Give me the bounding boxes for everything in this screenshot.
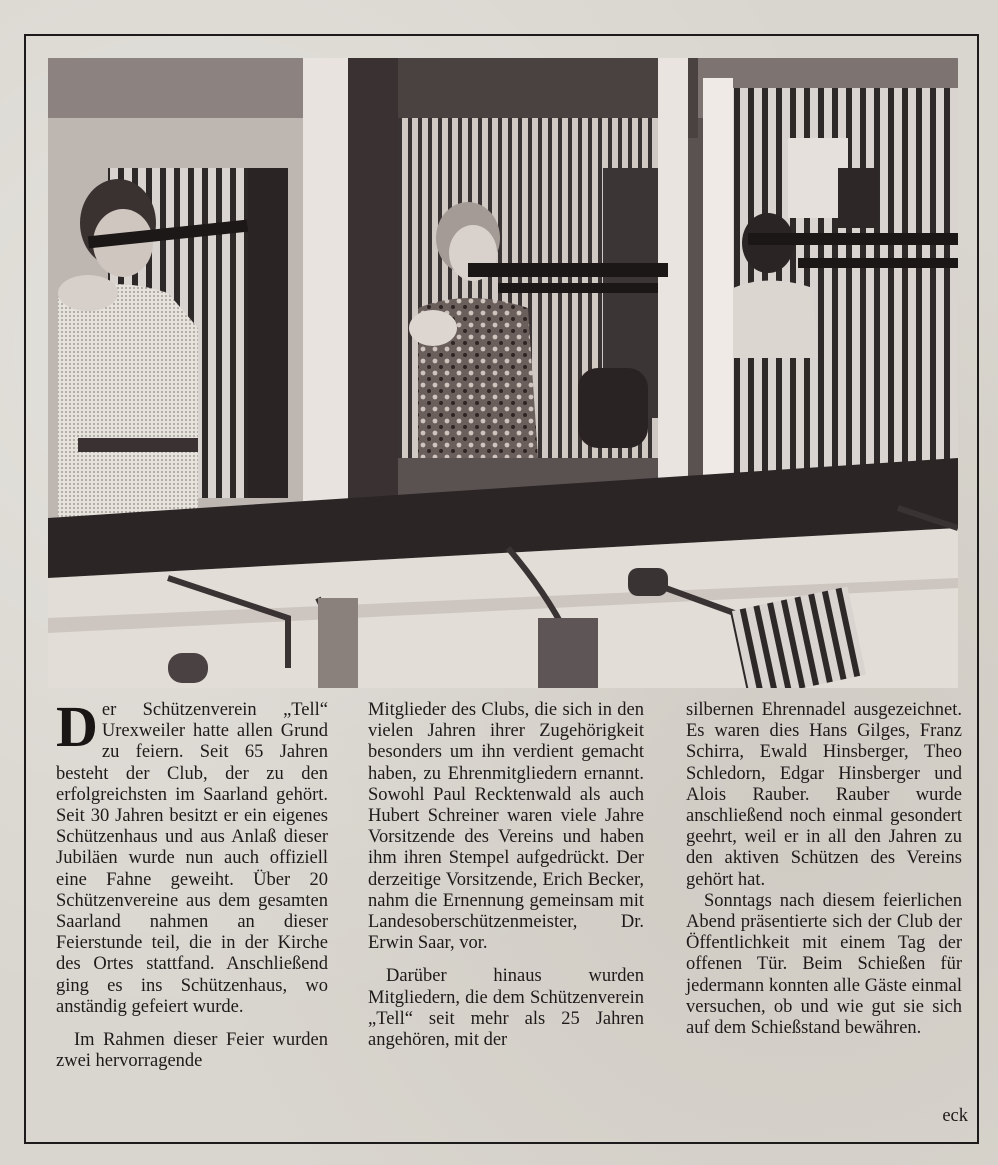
cut-off-headline-strip — [40, 0, 990, 22]
paragraph-text: er Schützenverein „Tell“ Urexweiler hatte allen Grund zu feiern. Seit 65 Jahren besteht der Club, der zu den erfolgreichsten im Saarland gehört. Seit 30 Jahren besitzt er ein eigenes Schützenhaus und aus Anlaß dieser Jubiläen wurde nun auch offiziell eine Fahne geweiht. Über 20 Schützenvereine aus dem gesamten Saarland nahmen an dieser Feierstunde teil, die in der Kirche des Ortes stattfand. Anschließend ging es ins Schützenhaus, wo anständig gefeiert wurde. — [56, 700, 328, 1017]
article-column-3 — [686, 700, 962, 1039]
author-signature: eck — [942, 1106, 968, 1126]
article-paragraph: silbernen Ehrennadel ausgezeichnet. Es waren dies Hans Gilges, Franz Schirra, Ewald Hinsberger, Theo Schledorn, Edgar Hinsberger und Alois Rauber. Rauber wurde anschließend noch einmal gesondert geehrt, weil er in all den Jahren zu den aktiven Schützen des Vereins gehört hat. — [686, 700, 962, 890]
article-paragraph: Im Rahmen dieser Feier wurden zwei hervorragende — [56, 1030, 328, 1072]
shooting-range-photo — [48, 58, 958, 688]
article-paragraph: Sonntags nach diesem feierlichen Abend präsentierte sich der Club der Öffentlichkeit mit einem Tag der offenen Tür. Beim Schießen für jedermann konnten alle Gäste einmal versuchen, ob und wie gut sie sich auf dem Schießstand bewähren. — [686, 890, 962, 1039]
article-column-2 — [368, 700, 644, 1051]
article-paragraph — [56, 694, 328, 1018]
article-paragraph: Darüber hinaus wurden Mitgliedern, die dem Schützenverein „Tell“ seit mehr als 25 Jahren angehören, mit der — [368, 966, 644, 1051]
article-column-1 — [56, 694, 328, 1072]
drop-cap: D — [56, 694, 98, 759]
article-photo — [48, 58, 958, 688]
article-paragraph: Mitglieder des Clubs, die sich in den vielen Jahren ihrer Zugehörigkeit besonders um ihn verdient gemacht haben, zu Ehrenmitgliedern ernannt. Sowohl Paul Recktenwald als auch Hubert Schreiner waren viele Jahre Vorsitzende des Vereins und haben ihm ihren Stempel aufgedrückt. Der derzeitige Vorsitzende, Erich Becker, nahm die Ernennung gemeinsam mit Landesoberschützenmeister, Dr. Erwin Saar, vor. — [368, 700, 644, 954]
